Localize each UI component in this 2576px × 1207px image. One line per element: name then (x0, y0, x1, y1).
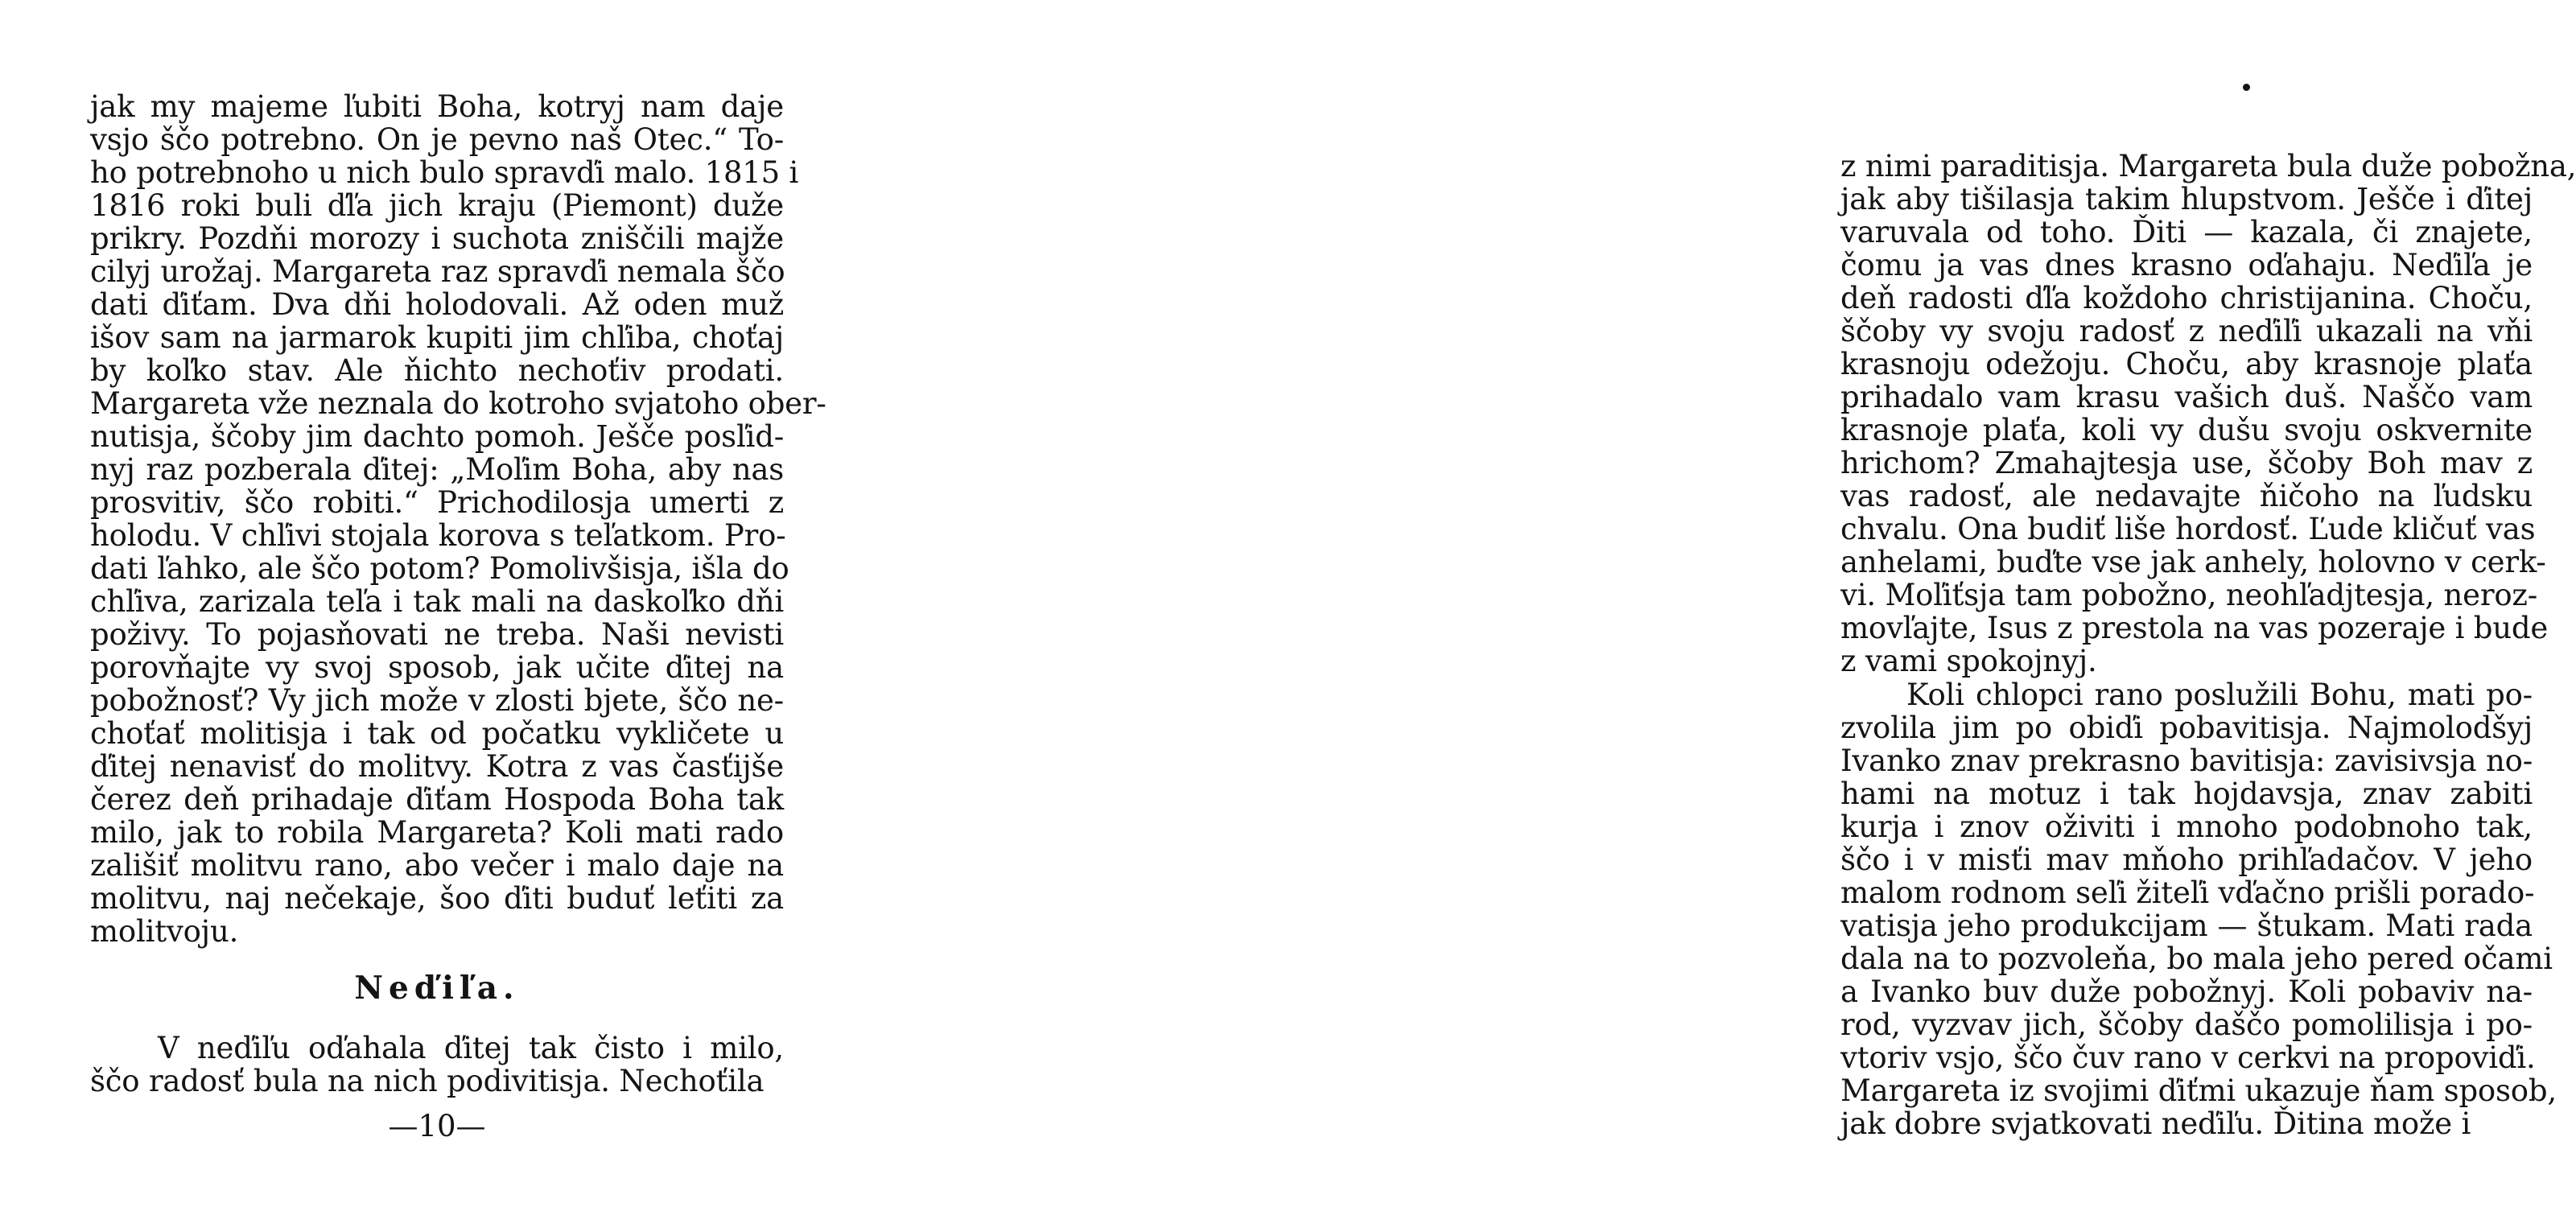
text-line: movľajte, Isus z prestola na vas pozeraje i bude (1840, 611, 2549, 645)
right-page (869, 0, 2576, 1207)
text-line: nyj raz pozberala ďitej: „Moľim Boha, aby nas (90, 452, 784, 487)
text-line: molitvu, naj nečekaje, šoo ďiti buduť leťiti za (90, 881, 784, 916)
text-line: Ivanko znav prekrasno bavitisja: zavisivsja no- (1840, 744, 2533, 778)
text-line: poživy. To pojasňovati ne treba. Naši nevisti (90, 617, 784, 652)
text-line: hami na motuz i tak hojdavsja, znav zabiti (1840, 777, 2533, 811)
text-line: vsjo ščo potrebno. On je pevno naš Otec.“ To- (90, 122, 784, 157)
text-line: išov sam na jarmarok kupiti jim chľiba, choťaj (90, 320, 784, 355)
text-line: holodu. V chľivi stojala korova s teľatkom. Pro- (90, 518, 786, 553)
text-line: zvolila jim po obiďi pobavitisja. Najmolodšyj (1840, 711, 2533, 745)
text-line: ščo radosť bula na nich podivitisja. Nechoťila (90, 1064, 765, 1098)
text-line: rod, vyzvav jich, ščoby daščo pomolilisja i po- (1840, 1007, 2533, 1042)
text-line: ščoby vy svoju radosť z neďiľi ukazali na vňi (1840, 314, 2533, 348)
right-paragraph-2 (1840, 678, 2557, 1141)
text-line: Koli chlopci rano poslužili Bohu, mati po- (1906, 678, 2533, 712)
section-heading: Neďiľa. (354, 970, 520, 1007)
text-line: chľiva, zarizala teľa i tak mali na daskoľko dňi (90, 584, 784, 619)
text-line: jak aby tišilasja takim hlupstvom. Ješče i ďitej (1840, 182, 2533, 216)
section-paragraph (90, 1032, 784, 1098)
text-line: vi. Moľiťsja tam pobožno, neohľadjtesja, neroz- (1840, 578, 2538, 612)
text-line: ščo i v misťi mav mňoho prihľadačov. V jeho (1840, 842, 2533, 877)
text-line: dati ďiťam. Dva dňi holodovali. Až oden muž (90, 287, 784, 322)
text-line: prihadalo vam krasu vašich duš. Naščo vam (1840, 380, 2533, 414)
text-line: dati ľahko, ale ščo potom? Pomolivšisja, išla do (90, 551, 789, 586)
text-line: ďitej nenavisť do molitvy. Kotra z vas časťijše (90, 749, 784, 784)
text-line: Margareta iz svojimi ďiťmi ukazuje ňam sposob, (1840, 1073, 2557, 1108)
text-line: jak my majeme ľubiti Boha, kotryj nam daje (90, 89, 784, 124)
text-line: by koľko stav. Ale ňichto nechoťiv prodati. (90, 353, 784, 388)
text-line: varuvala od toho. Ďiti — kazala, či znajete, (1840, 215, 2533, 249)
text-line: jak dobre svjatkovati neďiľu. Ďitina može i (1840, 1106, 2471, 1141)
text-line: nutisja, ščoby jim dachto pomoh. Ješče posľid- (90, 419, 784, 454)
text-line: vtoriv vsjo, ščo čuv rano v cerkvi na propoviďi. (1840, 1040, 2536, 1075)
text-line: molitvoju. (90, 914, 239, 949)
text-line: z vami spokojnyj. (1840, 644, 2097, 678)
text-line: krasnoje plaťa, koli vy dušu svoju oskvernite (1840, 413, 2533, 447)
text-line: cilyj urožaj. Margareta raz spravďi nemala ščo (90, 254, 785, 289)
text-line: prosvitiv, ščo robiti.“ Prichodilosja umerti z (90, 485, 784, 520)
text-line: prikry. Pozdňi morozy i suchota zniščili majže (90, 221, 784, 256)
text-line: čomu ja vas dnes krasno oďahaju. Neďiľa je (1840, 248, 2533, 282)
text-line: vatisja jeho produkcijam — štukam. Mati rada (1840, 908, 2533, 943)
text-line: krasnoju odežoju. Choču, aby krasnoje plaťa (1840, 347, 2533, 381)
text-line: vas radosť, ale nedavajte ňičoho na ľudsku (1840, 479, 2533, 513)
text-line: hrichom? Zmahajtesja use, ščoby Boh mav z (1840, 446, 2533, 480)
print-mark-dot (2243, 84, 2250, 91)
text-line: zališiť molitvu rano, abo večer i malo daje na (90, 848, 784, 883)
text-line: pobožnosť? Vy jich može v zlosti bjete, ščo ne- (90, 683, 784, 718)
text-line: choťať molitisja i tak od počatku vykličete u (90, 716, 784, 751)
text-line: ho potrebnoho u nich bulo spravďi malo. 1815 i (90, 155, 799, 190)
text-line: porovňajte vy svoj sposob, jak učite ďitej na (90, 650, 784, 685)
text-line: anhelami, buďte vse jak anhely, holovno v cerk- (1840, 545, 2546, 579)
text-line: kurja i znov oživiti i mnoho podobnoho tak, (1840, 809, 2533, 844)
text-line: deň radosti ďľa koždoho christijanina. Choču, (1840, 281, 2533, 315)
text-line: Margareta vže neznala do kotroho svjatoho ober- (90, 386, 826, 421)
text-line: malom rodnom seľi žiteľi vďačno prišli porado- (1840, 875, 2535, 910)
text-line: čerez deň prihadaje ďiťam Hospoda Boha tak (90, 782, 784, 817)
text-line: milo, jak to robila Margareta? Koli mati rado (90, 815, 784, 850)
text-line: chvalu. Ona budiť liše hordosť. Ľude kličuť vas (1840, 512, 2536, 546)
text-line: 1816 roki buli ďľa jich kraju (Piemont) duže (90, 188, 784, 223)
text-line: V neďiľu oďahala ďitej tak čisto i milo, (158, 1031, 784, 1065)
page-number: —10— (388, 1109, 486, 1143)
text-line: dala na to pozvoleňa, bo mala jeho pered očami (1840, 941, 2553, 976)
left-paragraph (90, 89, 826, 949)
right-paragraph-1 (1840, 149, 2576, 678)
text-line: a Ivanko buv duže pobožnyj. Koli pobaviv na- (1840, 974, 2533, 1009)
text-line: z nimi paraditisja. Margareta bula duže pobožna, (1840, 149, 2576, 183)
left-page (0, 0, 869, 1207)
